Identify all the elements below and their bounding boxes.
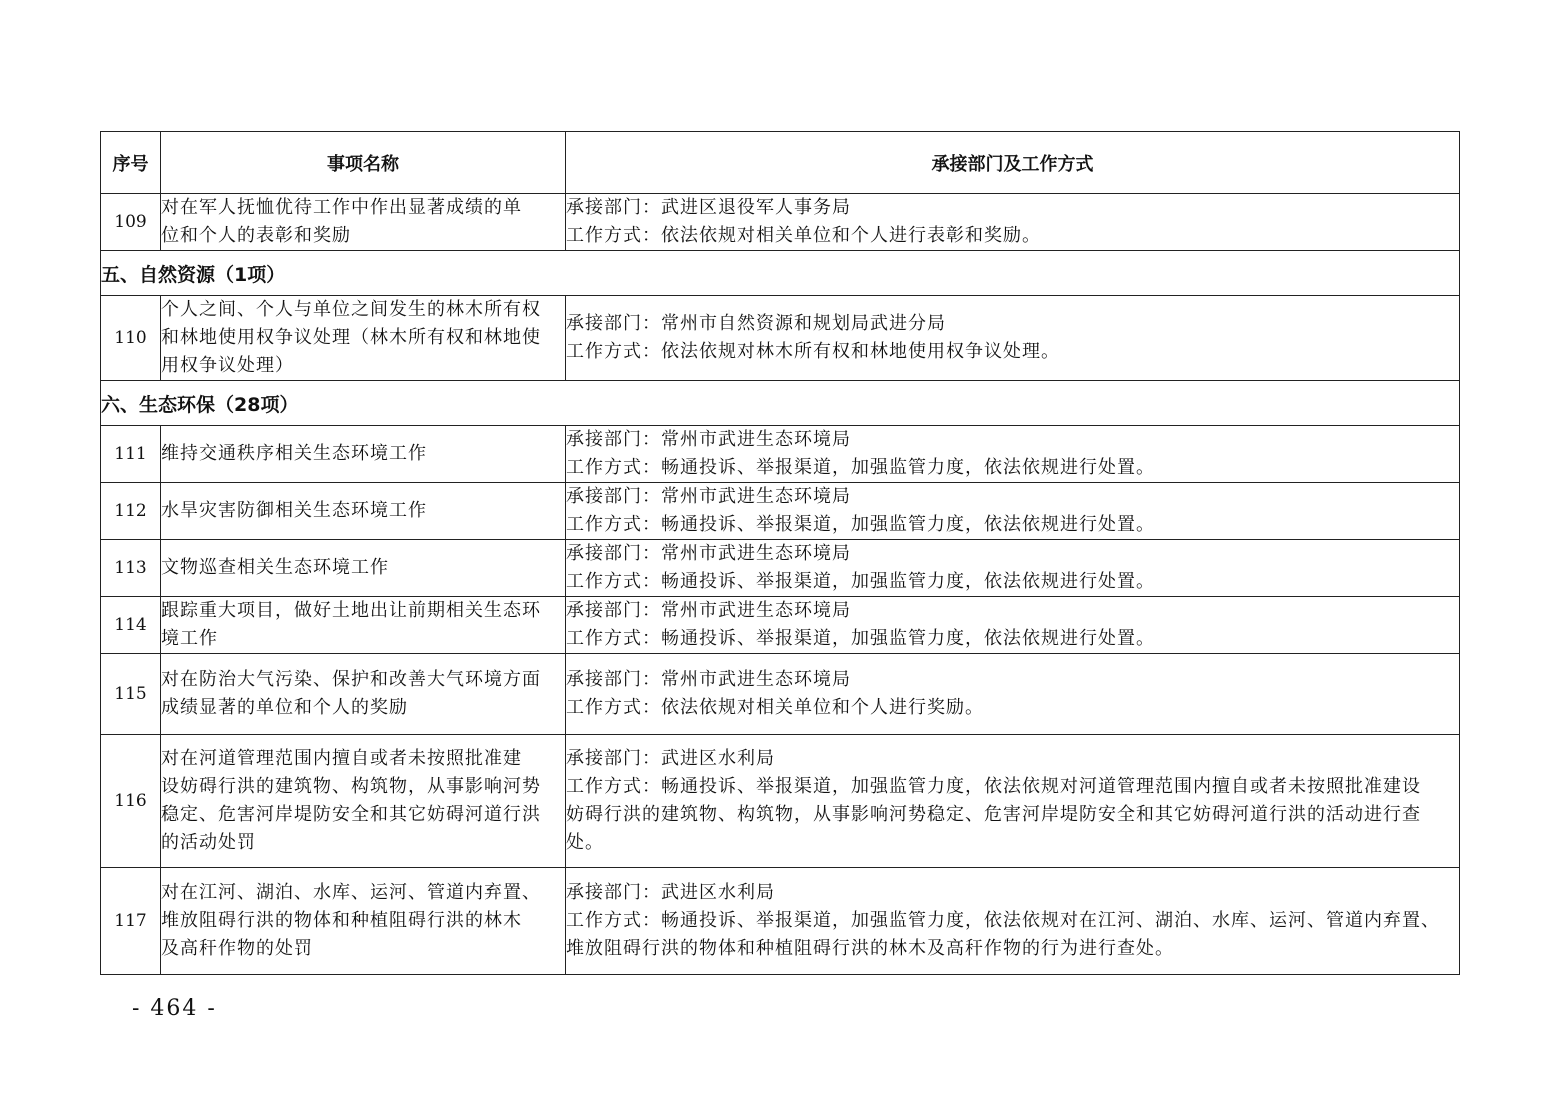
row-way-line: 承接部门：常州市武进生态环境局: [566, 669, 851, 690]
row-name: [161, 296, 566, 381]
row-way: [566, 296, 1460, 381]
row-name-line: 及高秆作物的处罚: [161, 938, 313, 959]
row-way: [566, 426, 1460, 483]
row-num: 116: [101, 735, 161, 868]
table-row: [101, 296, 1460, 381]
row-way-line: 承接部门：武进区退役军人事务局: [566, 197, 851, 218]
row-name-line: 的活动处罚: [161, 832, 256, 853]
row-name: [161, 654, 566, 735]
row-name: [161, 597, 566, 654]
row-name: [161, 868, 566, 975]
row-way: [566, 654, 1460, 735]
row-name-line: 跟踪重大项目，做好土地出让前期相关生态环: [161, 600, 541, 621]
matters-table: [100, 131, 1460, 975]
table-row: [101, 654, 1460, 735]
row-way-line: 妨碍行洪的建筑物、构筑物，从事影响河势稳定、危害河岸堤防安全和其它妨碍河道行洪的活动进行查: [566, 804, 1421, 825]
table-row: [101, 426, 1460, 483]
row-name: [161, 194, 566, 251]
row-name-line: 对在军人抚恤优待工作中作出显著成绩的单: [161, 197, 522, 218]
row-way: [566, 194, 1460, 251]
row-name: [161, 483, 566, 540]
row-way: [566, 868, 1460, 975]
table-row: [101, 194, 1460, 251]
row-way-line: 工作方式：依法依规对相关单位和个人进行表彰和奖励。: [566, 225, 1041, 246]
row-num: 111: [101, 426, 161, 483]
row-way-line: 承接部门：常州市武进生态环境局: [566, 429, 851, 450]
section-title-natural-resources: 五、自然资源（1项）: [101, 251, 1460, 296]
row-name-line: 维持交通秩序相关生态环境工作: [161, 443, 427, 464]
table-header-row: [101, 132, 1460, 194]
table-row: [101, 735, 1460, 868]
row-way-line: 工作方式：依法依规对林木所有权和林地使用权争议处理。: [566, 341, 1060, 362]
row-way-line: 工作方式：畅通投诉、举报渠道，加强监管力度，依法依规进行处置。: [566, 628, 1155, 649]
page-number: - 464 -: [132, 996, 217, 1021]
row-way-line: 工作方式：畅通投诉、举报渠道，加强监管力度，依法依规进行处置。: [566, 514, 1155, 535]
row-way-line: 工作方式：依法依规对相关单位和个人进行奖励。: [566, 697, 984, 718]
row-way-line: 工作方式：畅通投诉、举报渠道，加强监管力度，依法依规对在江河、湖泊、水库、运河、管道内弃置、: [566, 910, 1440, 931]
row-name-line: 境工作: [161, 628, 218, 649]
row-name-line: 对在河道管理范围内擅自或者未按照批准建: [161, 748, 522, 769]
row-num: 114: [101, 597, 161, 654]
row-name-line: 稳定、危害河岸堤防安全和其它妨碍河道行洪: [161, 804, 541, 825]
row-way-line: 堆放阻碍行洪的物体和种植阻碍行洪的林木及高秆作物的行为进行查处。: [566, 938, 1174, 959]
row-way: [566, 735, 1460, 868]
row-way-line: 承接部门：武进区水利局: [566, 748, 775, 769]
row-num: 109: [101, 194, 161, 251]
row-way-line: 承接部门：常州市武进生态环境局: [566, 600, 851, 621]
row-name-line: 成绩显著的单位和个人的奖励: [161, 697, 408, 718]
row-way-line: 承接部门：常州市武进生态环境局: [566, 543, 851, 564]
row-way: [566, 597, 1460, 654]
row-num: 113: [101, 540, 161, 597]
row-name-line: 对在防治大气污染、保护和改善大气环境方面: [161, 669, 541, 690]
row-way-line: 承接部门：武进区水利局: [566, 882, 775, 903]
header-way: 承接部门及工作方式: [566, 132, 1460, 194]
row-name-line: 和林地使用权争议处理（林木所有权和林地使: [161, 327, 541, 348]
row-num: 112: [101, 483, 161, 540]
row-num: 110: [101, 296, 161, 381]
row-name-line: 对在江河、湖泊、水库、运河、管道内弃置、: [161, 882, 541, 903]
section-title-eco-environment: 六、生态环保（28项）: [101, 381, 1460, 426]
header-name: 事项名称: [161, 132, 566, 194]
row-name-line: 文物巡查相关生态环境工作: [161, 557, 389, 578]
row-num: 115: [101, 654, 161, 735]
row-way-line: 承接部门：常州市武进生态环境局: [566, 486, 851, 507]
section-row: [101, 251, 1460, 296]
row-way-line: 工作方式：畅通投诉、举报渠道，加强监管力度，依法依规进行处置。: [566, 571, 1155, 592]
row-name: [161, 540, 566, 597]
row-name-line: 用权争议处理）: [161, 355, 294, 376]
row-name: [161, 426, 566, 483]
row-way: [566, 483, 1460, 540]
row-way-line: 工作方式：畅通投诉、举报渠道，加强监管力度，依法依规对河道管理范围内擅自或者未按照批准建设: [566, 776, 1421, 797]
header-num: 序号: [101, 132, 161, 194]
table-row: [101, 597, 1460, 654]
row-way-line: 承接部门：常州市自然资源和规划局武进分局: [566, 313, 946, 334]
table-row: [101, 868, 1460, 975]
row-name: [161, 735, 566, 868]
section-row: [101, 381, 1460, 426]
row-name-line: 设妨碍行洪的建筑物、构筑物，从事影响河势: [161, 776, 541, 797]
row-name-line: 水旱灾害防御相关生态环境工作: [161, 500, 427, 521]
table-row: [101, 483, 1460, 540]
row-way-line: 处。: [566, 832, 604, 853]
row-way: [566, 540, 1460, 597]
table-row: [101, 540, 1460, 597]
row-name-line: 位和个人的表彰和奖励: [161, 225, 351, 246]
row-name-line: 堆放阻碍行洪的物体和种植阻碍行洪的林木: [161, 910, 522, 931]
row-way-line: 工作方式：畅通投诉、举报渠道，加强监管力度，依法依规进行处置。: [566, 457, 1155, 478]
row-name-line: 个人之间、个人与单位之间发生的林木所有权: [161, 299, 541, 320]
row-num: 117: [101, 868, 161, 975]
